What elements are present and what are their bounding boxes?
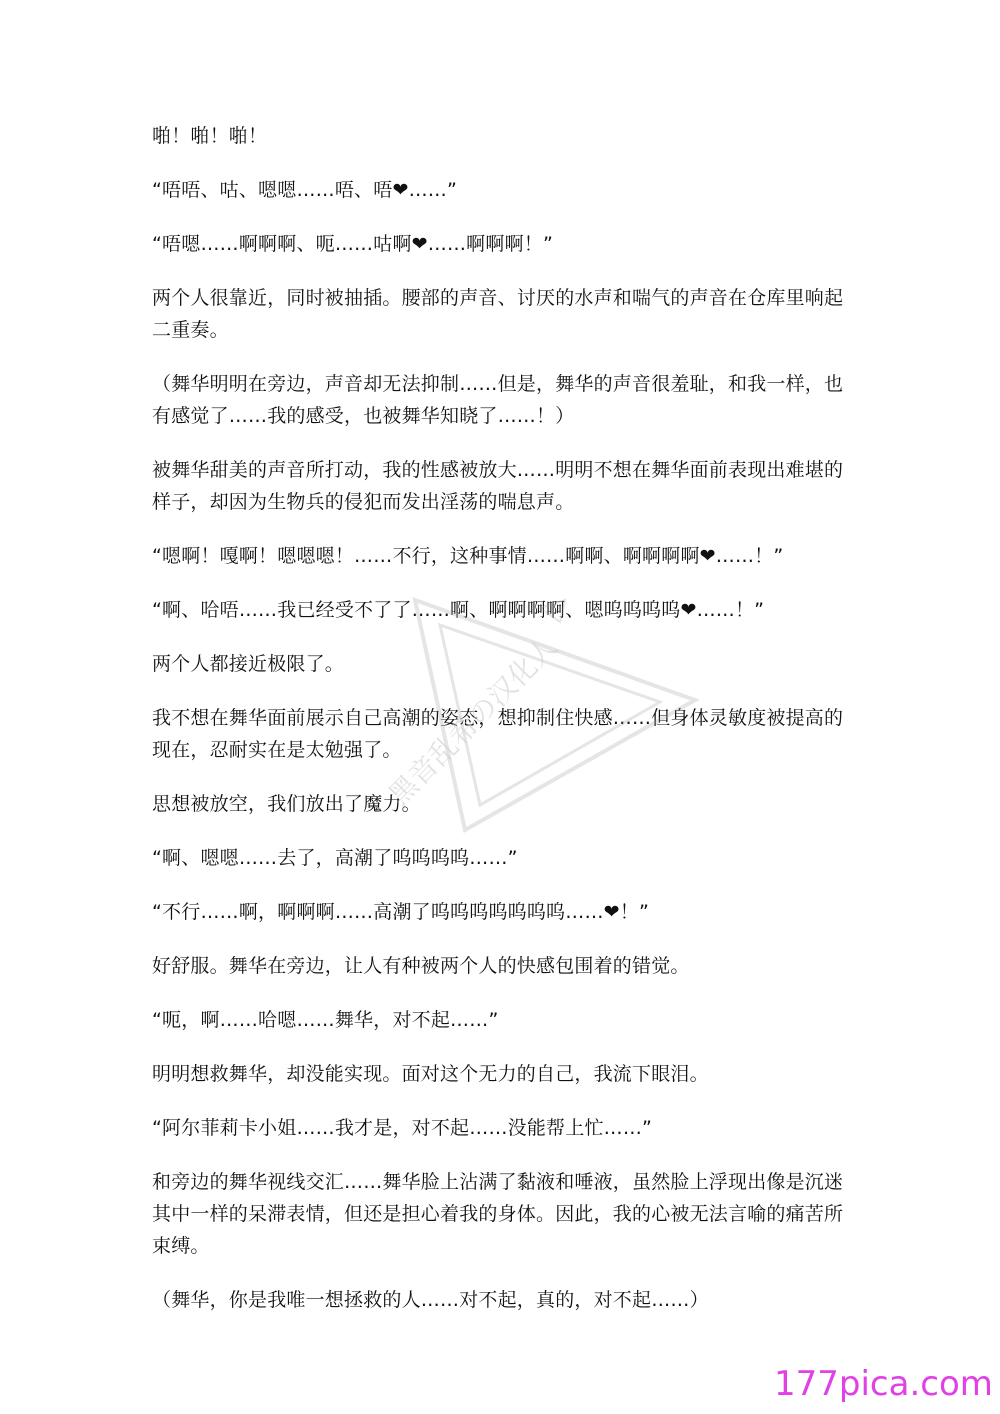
paragraph: 好舒服。舞华在旁边，让人有种被两个人的快感包围着的错觉。 bbox=[152, 955, 690, 977]
paragraph: “唔唔、咕、嗯嗯……唔、唔❤……” bbox=[152, 179, 458, 201]
paragraph: 思想被放空，我们放出了魔力。 bbox=[152, 793, 421, 815]
watermark-text: 黑音乱希の汉化人 bbox=[382, 630, 564, 812]
text-body bbox=[152, 120, 857, 1338]
site-watermark: 177pica.com bbox=[774, 1364, 993, 1404]
paragraph: “啊、哈唔……我已经受不了了……啊、啊啊啊啊、嗯呜呜呜呜❤……！” bbox=[152, 599, 765, 621]
paragraph: 两个人都接近极限了。 bbox=[152, 653, 345, 675]
paragraph: “唔嗯……啊啊啊、呃……咕啊❤……啊啊啊！” bbox=[152, 233, 554, 255]
paragraph: “呃，啊……哈嗯……舞华，对不起……” bbox=[152, 1009, 499, 1031]
paragraph: （舞华明明在旁边，声音却无法抑制……但是，舞华的声音很羞耻，和我一样，也有感觉了……我的感受，也被舞华知晓了……！） bbox=[152, 373, 844, 427]
paragraph: “啊、嗯嗯……去了，高潮了呜呜呜呜……” bbox=[152, 847, 518, 869]
paragraph: 明明想救舞华，却没能实现。面对这个无力的自己，我流下眼泪。 bbox=[152, 1063, 709, 1085]
paragraph: 两个人很靠近，同时被抽插。腰部的声音、讨厌的水声和喘气的声音在仓库里响起二重奏。 bbox=[152, 287, 844, 341]
paragraph: “阿尔菲莉卡小姐……我才是，对不起……没能帮上忙……” bbox=[152, 1117, 653, 1139]
paragraph: 和旁边的舞华视线交汇……舞华脸上沾满了黏液和唾液，虽然脸上浮现出像是沉迷其中一样的呆滞表情，但还是担心着我的身体。因此，我的心被无法言喻的痛苦所束缚。 bbox=[152, 1171, 844, 1257]
paragraph: 啪！啪！啪！ bbox=[152, 125, 268, 147]
paragraph: （舞华，你是我唯一想拯救的人……对不起，真的，对不起……） bbox=[152, 1289, 709, 1311]
paragraph: “不行……啊，啊啊啊……高潮了呜呜呜呜呜呜呜……❤！” bbox=[152, 901, 650, 923]
paragraph: 我不想在舞华面前展示自己高潮的姿态，想抑制住快感……但身体灵敏度被提高的现在，忍耐实在是太勉强了。 bbox=[152, 707, 844, 761]
paragraph: “嗯啊！嘎啊！嗯嗯嗯！……不行，这种事情……啊啊、啊啊啊啊❤……！” bbox=[152, 545, 784, 567]
paragraph: 被舞华甜美的声音所打动，我的性感被放大……明明不想在舞华面前表现出难堪的样子，却因为生物兵的侵犯而发出淫荡的喘息声。 bbox=[152, 459, 844, 513]
